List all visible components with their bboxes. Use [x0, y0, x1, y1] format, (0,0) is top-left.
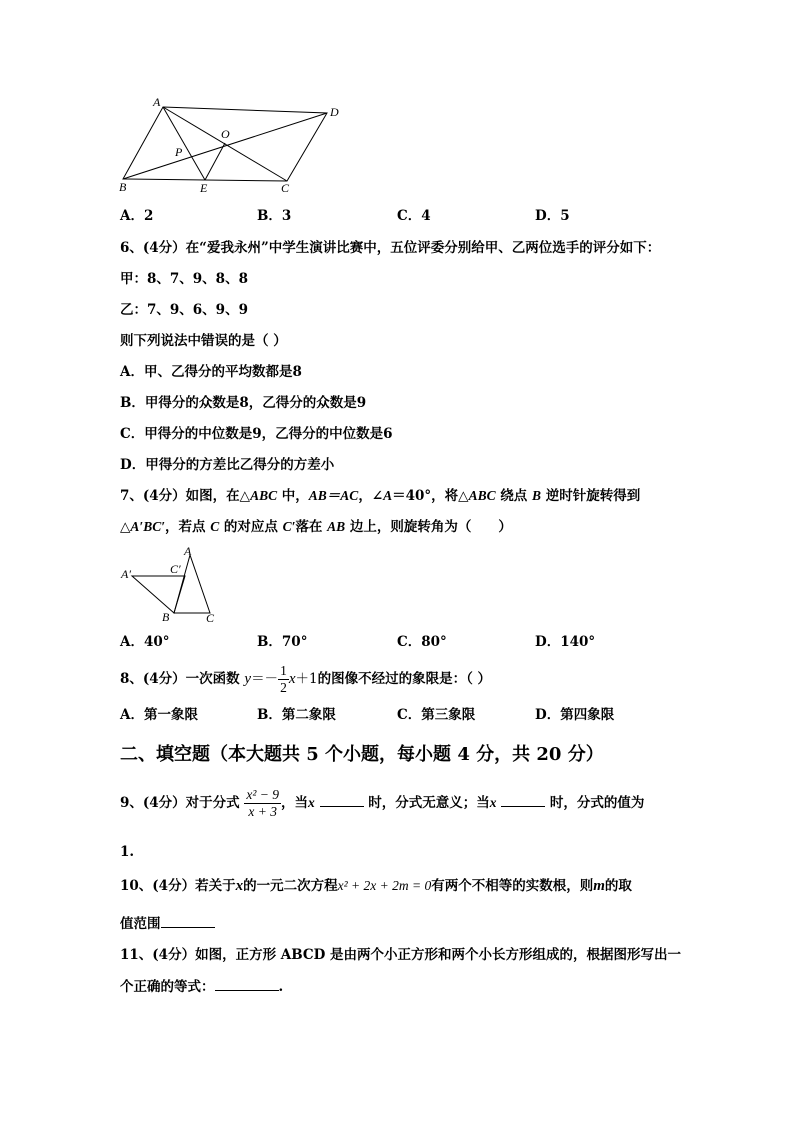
label-A-prime: A′: [121, 567, 131, 581]
label-A: A: [153, 95, 161, 109]
q8-option-d: D．第四象限: [535, 707, 615, 723]
q9-stem: 9、(4分）对于分式 $\frac{\text{x² − 9}}{x + 3}$ ，当x 时，分式无意义；当x 时，分式的值为: [120, 787, 645, 819]
q6-option-b: B．甲得分的众数是8，乙得分的众数是9: [120, 395, 367, 411]
label-D: D: [330, 105, 339, 119]
q7-line1: 7、(4分）如图，在△ABC 中，AB＝AC，∠A＝40°，将△ABC 绕点 B 逆时针旋转得到: [120, 488, 641, 504]
q6-stem: 6、(4分）在“爱我永州”中学生演讲比赛中，五位评委分别给甲、乙两位选手的评分如下：: [120, 240, 661, 256]
label-B: B: [119, 180, 127, 194]
q5-option-a: A．2: [120, 208, 154, 224]
q6-option-c: C．甲得分的中位数是9，乙得分的中位数是6: [120, 426, 393, 442]
q10-line1: 10、(4分）若关于x的一元二次方程x² + 2x + 2m = 0有两个不相等的实数根，则m的取: [120, 878, 632, 894]
q8-option-c: C．第三象限: [397, 707, 476, 723]
label-C: C: [281, 181, 290, 195]
q5-option-c: C．4: [397, 208, 431, 224]
q11-line2: 个正确的等式： .: [120, 979, 284, 995]
label-E: E: [200, 181, 208, 195]
q9-blank-2: [501, 793, 545, 807]
q10-line2: 值范围: [120, 914, 215, 933]
q11-blank: [215, 977, 279, 991]
parallelogram-figure: [115, 95, 355, 197]
q8-option-b: B．第二象限: [257, 707, 336, 723]
q11-line1: 11、(4分）如图，正方形 ABCD 是由两个小正方形和两个小长方形组成的，根据图形写出一: [120, 947, 682, 963]
q9-blank-1: [320, 793, 364, 807]
label-B: B: [162, 610, 170, 624]
q6-option-d: D．甲得分的方差比乙得分的方差小: [120, 457, 335, 473]
q6-jia-scores: 甲：8、7、9、8、8: [120, 271, 248, 287]
rotation-triangle-figure: [118, 545, 223, 625]
q6-question: 则下列说法中错误的是（ ）: [120, 333, 287, 349]
q7-option-d: D．140°: [535, 634, 596, 650]
label-O: O: [221, 127, 230, 141]
section-title: 二、填空题（本大题共 5 个小题，每小题 4 分，共 20 分）: [120, 744, 604, 765]
q8-option-a: A．第一象限: [120, 707, 198, 723]
label-A: A: [184, 545, 192, 558]
label-C-prime: C′: [170, 562, 181, 576]
q6-option-a: A．甲、乙得分的平均数都是8: [120, 364, 302, 380]
q7-option-c: C．80°: [397, 634, 447, 650]
q7-option-b: B．70°: [257, 634, 308, 650]
q5-option-d: D．5: [535, 208, 570, 224]
q5-option-b: B．3: [257, 208, 292, 224]
q9-tail: 1.: [120, 844, 135, 860]
q8-stem: 8、(4分）一次函数 y＝－ $\frac{1}{2}$ x＋1的图像不经过的象限是：（ ）: [120, 663, 492, 695]
q7-option-a: A．40°: [120, 634, 170, 650]
label-P: P: [175, 145, 183, 159]
q7-line2: △A′BC′，若点 C 的对应点 C′落在 AB 边上，则旋转角为（ ）: [120, 519, 512, 535]
q10-blank: [161, 914, 215, 928]
label-C: C: [206, 611, 215, 625]
q6-yi-scores: 乙：7、9、6、9、9: [120, 302, 248, 318]
